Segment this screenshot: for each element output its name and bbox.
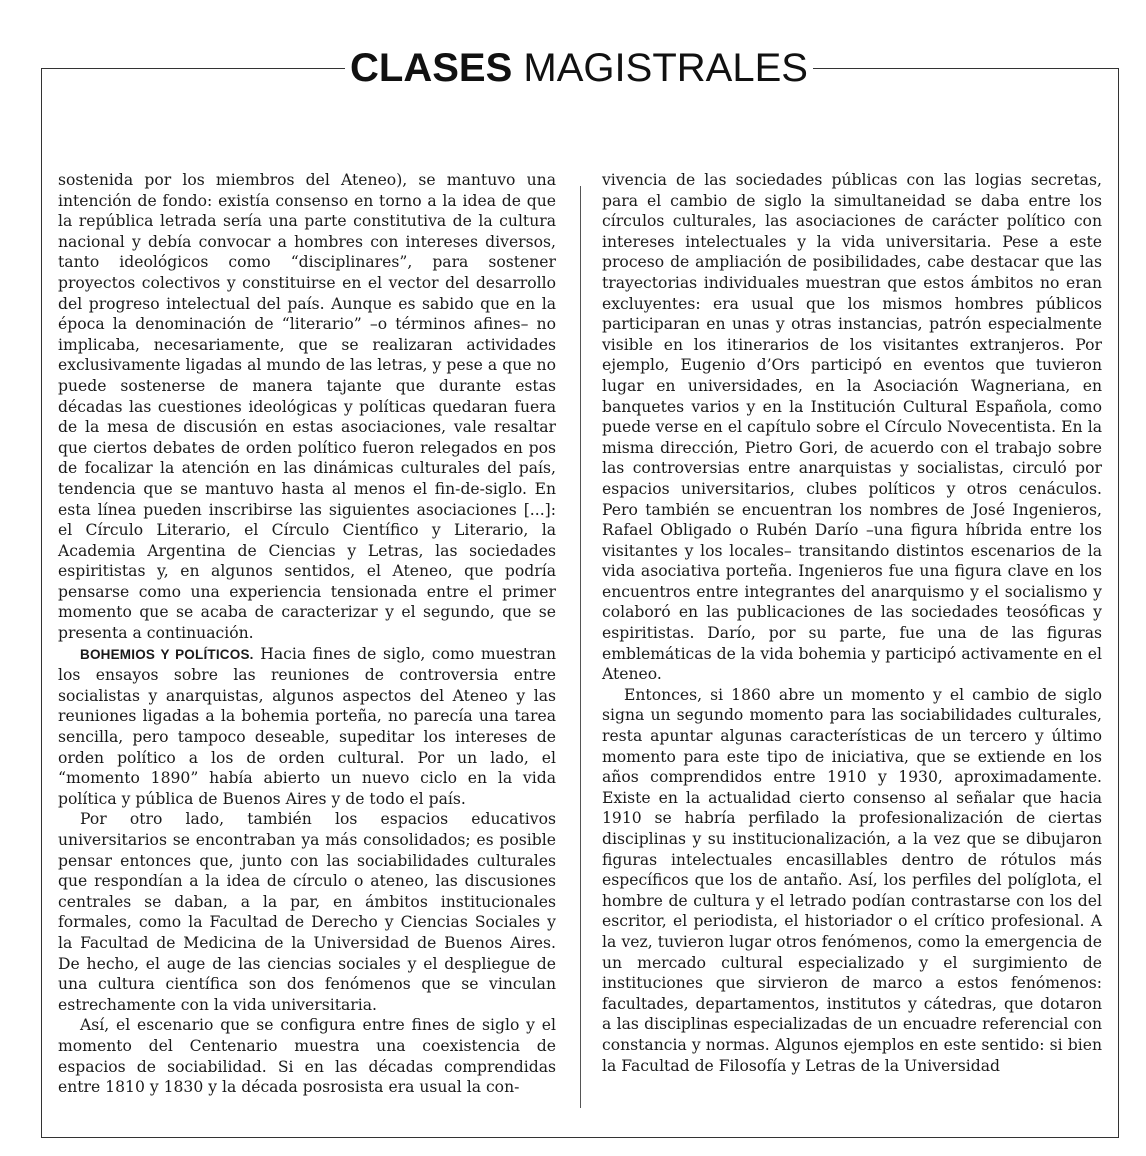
right-paragraph-1: vivencia de las sociedades públicas con las logias secretas, para el cambio de siglo la simultaneidad se daba entre los círculos culturales, las asociaciones de carácter político con intereses intelectuales y la vida universitaria. Pese a este proceso de ampliación de posibilidades, cabe destacar que las trayectorias individuales muestran que estos ámbitos no eran excluyentes: era usual que los mismos hombres públicos participaran en unas y otras instancias, patrón especialmente visible en los itinerarios de los visitantes extranjeros. Por ejemplo, Eugenio d’Ors participó en eventos que tuvieron lugar en universidades, en la Asociación Wagneriana, en banquetes varios y en la Institución Cultural Española, como puede verse en el capítulo sobre el Círculo Novecentista. En la misma dirección, Pietro Gori, de acuerdo con el trabajo sobre las controversias entre anarquistas y socialistas, circuló por espacios universitarios, clubes políticos y otros cenáculos. Pero también se encuentran los nombres de José Ingenieros, Rafael Obligado o Rubén Darío –una figura híbrida entre los visitantes y los locales– transitando distintos escenarios de la vida asociativa porteña. Ingenieros fue una figura clave en los encuentros entre integrantes del anarquismo y el socialismo y colaboró en las publicaciones de las sociedades teosóficas y espiritistas. Darío, por su parte, fue una de las figuras emblemáticas de la vida bohemia y participó activamente en el Ateneo. [602,171,1102,684]
left-paragraph-1: sostenida por los miembros del Ateneo), se mantuvo una intención de fondo: existía consenso en torno a la idea de que la república letrada sería una parte constitutiva de la cultura nacional y debía convocar a hombres con intereses diversos, tanto ideológicos como “disciplinares”, para sostener proyectos colectivos y constituirse en el vector del desarrollo del progreso intelectual del país. Aunque es sabido que en la época la denominación de “literario” –o términos afines– no implicaba, necesariamente, que se realizaran actividades exclusivamente ligadas al mundo de las letras, y pese a que no puede sostenerse de manera tajante que durante estas décadas las cuestiones ideológicas y políticas quedaran fuera de la mesa de discusión en estas asociaciones, vale resaltar que ciertos debates de orden político fueron relegados en pos de focalizar la atención en las dinámicas culturales del país, tendencia que se mantuvo hasta al menos el fin-de-siglo. En esta línea pueden inscribirse las siguientes asociaciones [...]: el Círculo Literario, el Círculo Científico y Literario, la Academia Argentina de Ciencias y Letras, las sociedades espiritistas y, en algunos sentidos, el Ateneo, que podría pensarse como una experiencia tensionada entre el primer momento que se acaba de caracterizar y el segundo, que se presenta a continuación. [58,171,556,643]
section-header [345,44,813,92]
left-column [58,170,556,1098]
left-paragraph-4: Así, el escenario que se configura entre fines de siglo y el momento del Centenario muestra una coexistencia de espacios de sociabilidad. Si en las décadas comprendidas entre 1810 y 1830 y la década posrosista era usual la con- [58,1016,556,1097]
right-paragraph-2: Entonces, si 1860 abre un momento y el cambio de siglo signa un segundo momento para las sociabilidades culturales, resta apuntar algunas características de un tercero y último momento para este tipo de iniciativa, que se extiende en los años comprendidos entre 1910 y 1930, aproximadamente. Existe en la actualidad cierto consenso al señalar que hacia 1910 se habría perfilado la profesionalización de ciertas disciplinas y su institucionalización, a la vez que se dibujaron figuras intelectuales encasillables dentro de rótulos más específicos que los de antaño. Así, los perfiles del políglota, el hombre de cultura y el letrado podían contrastarse con los del escritor, el periodista, el historiador o el crítico profesional. A la vez, tuvieron lugar otros fenómenos, como la emergencia de un mercado cultural especializado y el surgimiento de instituciones que sirvieron de marco a estos fenómenos: facultades, departamentos, institutos y cátedras, que dotaron a las disciplinas especializadas de un encuadre referencial con constancia y normas. Algunos ejemplos en este sentido: si bien la Facultad de Filosofía y Letras de la Universidad [602,685,1102,1075]
left-paragraph-2-text: Hacia fines de siglo, como muestran los ensayos sobre las reuniones de controversia entre socialistas y anarquistas, algunos aspectos del Ateneo y las reuniones ligadas a la bohemia porteña, no parecía una tarea sencilla, pero tampoco deseable, supeditar los intereses de orden político a los de orden cultural. Por un lado, el “momento 1890” había abierto un nuevo ciclo en la vida política y pública de Buenos Aires y de todo el país. [58,644,556,808]
left-paragraph-3: Por otro lado, también los espacios educativos universitarios se encontraban ya más consolidados; es posible pensar entonces que, junto con las sociabilidades culturales que respondían a la idea de círculo o ateneo, las discusiones centrales se daban, a la par, en ámbitos institucionales formales, como la Facultad de Derecho y Ciencias Sociales y la Facultad de Medicina de la Universidad de Buenos Aires. De hecho, el auge de las ciencias sociales y el despliegue de una cultura científica son dos fenómenos que se vinculan estrechamente con la vida universitaria. [58,810,556,1014]
column-divider [580,186,581,1108]
header-title-strong: CLASES [350,46,513,90]
right-column [602,170,1102,1076]
header-rule-right [813,68,1119,69]
left-paragraph-2 [58,644,556,810]
header-rule-left [41,68,345,69]
section-heading-bohemios: BOHEMIOS Y POLÍTICOS. [80,646,254,662]
header-title-light: MAGISTRALES [523,46,808,90]
